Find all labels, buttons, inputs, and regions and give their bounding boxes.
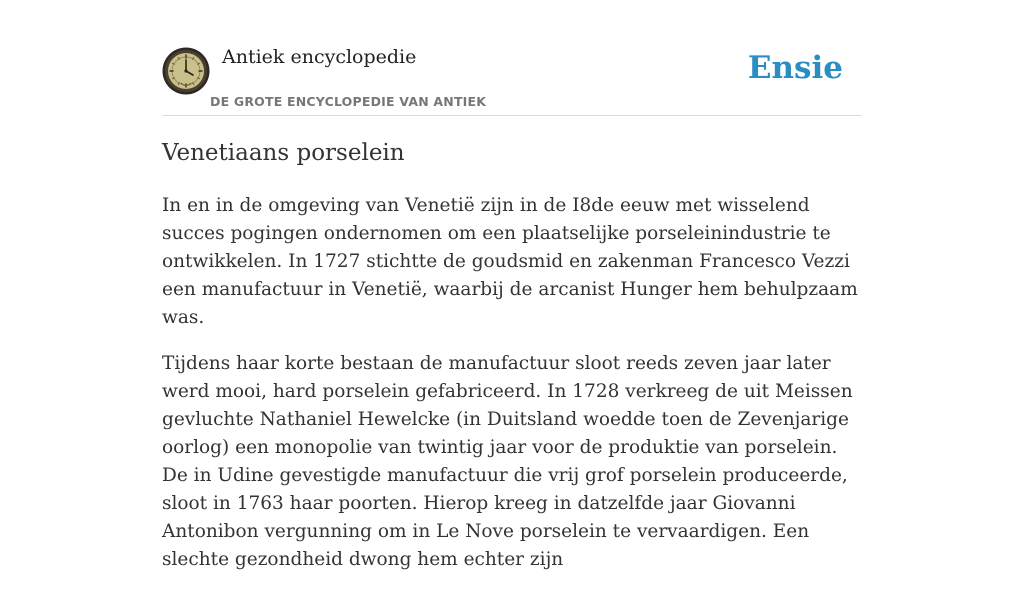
site-subtitle: DE GROTE ENCYCLOPEDIE VAN ANTIEK: [210, 94, 487, 109]
article-paragraph: Tijdens haar korte bestaan de manufactuur sloot reeds zeven jaar later werd mooi, hard porselein gefabriceerd. In 1728 verkreeg de uit Meissen gevluchte Nathaniel Hewelcke (in Duitsland woedde toen de Zevenjarige oorlog) een monopolie van twintig jaar voor de produktie van porselein. De in Udine gevestigde manufactuur die vrij grof porselein produceerde, sloot in 1763 haar poorten. Hierop kreeg in datzelfde jaar Giovanni Antonibon vergunning om in Le Nove porselein te vervaardigen. Een slechte gezondheid dwong hem echter zijn: [162, 353, 853, 570]
site-logo[interactable]: [162, 47, 210, 95]
article-paragraph: In en in de omgeving van Venetië zijn in de I8de eeuw met wisselend succes pogingen ondernomen om een plaatselijke porseleinindustrie te ontwikkelen. In 1727 stichtte de goudsmid en zakenman Francesco Vezzi een manufactuur in Venetië, waarbij de arcanist Hunger hem behulpzaam was.: [162, 195, 858, 328]
site-header: [162, 0, 862, 116]
clock-icon: [162, 47, 210, 95]
article-title: Venetiaans porselein: [162, 140, 405, 166]
page: [162, 0, 862, 570]
site-title[interactable]: Antiek encyclopedie: [222, 46, 417, 68]
article-body: [162, 192, 862, 592]
ensie-brand-link[interactable]: Ensie: [747, 50, 843, 86]
